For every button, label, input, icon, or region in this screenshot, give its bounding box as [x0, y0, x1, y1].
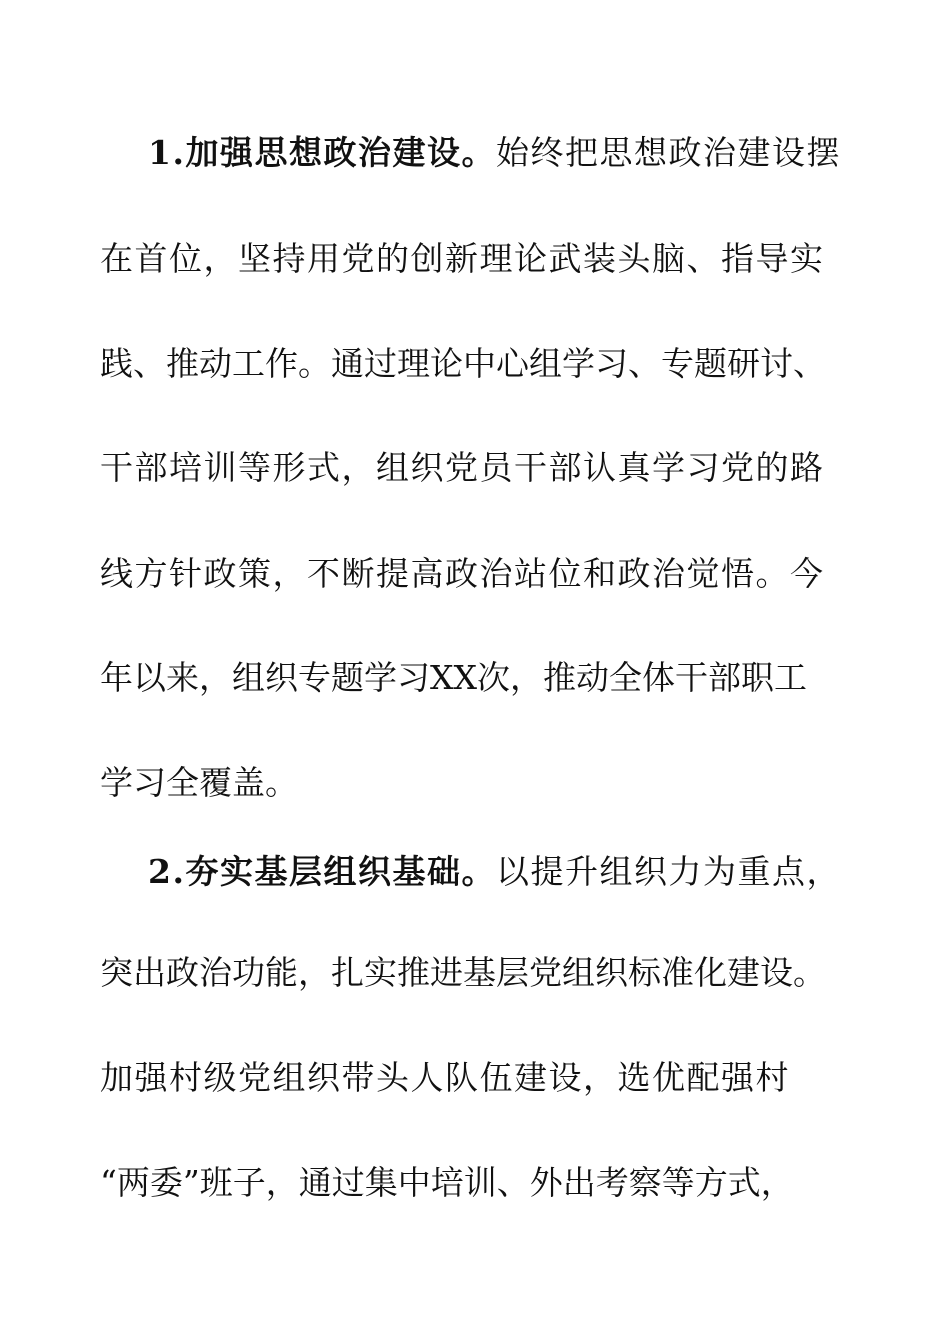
paragraph-1-line-2: 在首位，坚持用党的创新理论武装头脑、指导实 [100, 239, 825, 278]
paragraph-1-line-3: 践、推动工作。通过理论中心组学习、专题研讨、 [100, 344, 826, 383]
section-1-text: 始终把思想政治建设摆 [495, 133, 841, 172]
paragraph-1-line-4: 干部培训等形式，组织党员干部认真学习党的路 [100, 448, 825, 487]
paragraph-2-line-4: “两委”班子，通过集中培训、外出考察等方式， [100, 1163, 794, 1202]
section-2-heading: 2.夯实基层组织基础。 [148, 852, 496, 891]
paragraph-1-line-6: 年以来，组织专题学习XX次，推动全体干部职工 [100, 658, 807, 697]
paragraph-1-line-1 [148, 125, 890, 181]
paragraph-2-line-2: 突出政治功能，扎实推进基层党组织标准化建设。 [100, 953, 826, 992]
paragraph-2-line-1 [148, 844, 890, 900]
section-1-heading: 1.加强思想政治建设。 [148, 133, 496, 172]
section-2-text: 以提升组织力为重点， [495, 852, 841, 891]
paragraph-1-line-5: 线方针政策，不断提高政治站位和政治觉悟。今 [100, 554, 825, 593]
paragraph-1-line-7: 学习全覆盖。 [100, 763, 298, 802]
paragraph-2-line-3: 加强村级党组织带头人队伍建设，选优配强村 [100, 1058, 790, 1097]
